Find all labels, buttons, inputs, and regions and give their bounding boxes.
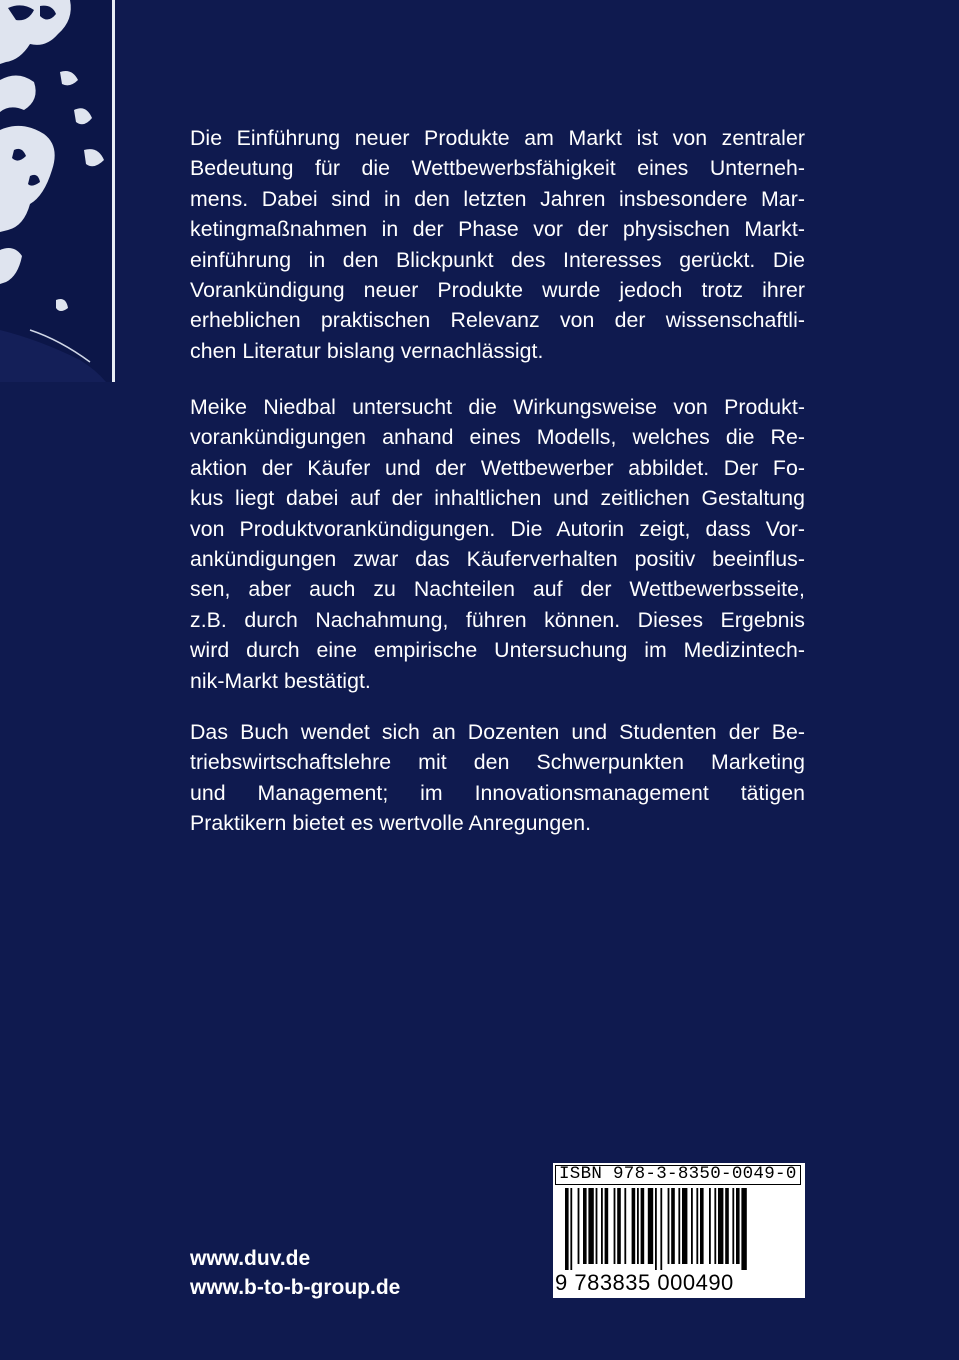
barcode-bar bbox=[732, 1188, 734, 1264]
globe-graphic bbox=[0, 0, 115, 382]
paragraph-author bbox=[190, 392, 805, 696]
barcode-bar bbox=[660, 1188, 662, 1270]
barcode-bar bbox=[570, 1188, 572, 1270]
barcode-bar bbox=[700, 1188, 704, 1264]
text-line: wird durch eine empirische Untersuchung im Medizintech- bbox=[190, 638, 805, 663]
url-b-to-b-group: www.b-to-b-group.de bbox=[190, 1276, 401, 1299]
barcode-bar bbox=[736, 1188, 740, 1264]
barcode-bar bbox=[741, 1188, 746, 1270]
text-line: kus liegt dabei auf der inhaltlichen und zeitlichen Gestaltung bbox=[190, 486, 805, 511]
isbn-label: ISBN 978-3-8350-0049-0 bbox=[559, 1164, 797, 1184]
barcode-bar bbox=[648, 1188, 653, 1264]
barcode-bar bbox=[682, 1188, 687, 1264]
text-line: sen, aber auch zu Nachteilen auf der Wettbewerbsseite, bbox=[190, 577, 805, 602]
text-line: Praktikern bietet es wertvolle Anregungen. bbox=[190, 811, 592, 836]
text-line: vorankündigungen anhand eines Modells, welches die Re- bbox=[190, 425, 805, 450]
text-line: mens. Dabei sind in den letzten Jahren insbesondere Mar- bbox=[190, 186, 805, 211]
barcode-bar bbox=[668, 1188, 670, 1264]
paragraph-audience bbox=[190, 717, 805, 839]
text-line: erheblichen praktischen Relevanz von der wissenschaftli- bbox=[190, 308, 805, 333]
globe-illustration bbox=[0, 0, 115, 382]
text-line: ankündigungen zwar das Käuferverhalten positiv beeinflus- bbox=[190, 547, 805, 572]
barcode-bar bbox=[641, 1188, 645, 1264]
barcode-bar bbox=[637, 1188, 639, 1264]
url-duv: www.duv.de bbox=[190, 1247, 311, 1270]
text-line: und Management; im Innovationsmanagement tätigen bbox=[190, 780, 805, 805]
barcode-bar bbox=[578, 1188, 580, 1264]
barcode-bar bbox=[588, 1188, 593, 1264]
barcode-bar bbox=[714, 1188, 716, 1264]
barcode-bar bbox=[718, 1188, 723, 1264]
barcode-bar bbox=[624, 1188, 626, 1264]
barcode-bar bbox=[696, 1188, 698, 1264]
barcode-bar bbox=[583, 1188, 587, 1264]
barcode-bar bbox=[709, 1188, 711, 1264]
text-line: Das Buch wendet sich an Dozenten und Studenten der Be- bbox=[190, 720, 805, 744]
publisher-urls bbox=[190, 1244, 400, 1302]
barcode-bar bbox=[605, 1188, 609, 1264]
paragraph-intro bbox=[190, 123, 805, 366]
barcode-bars bbox=[565, 1188, 791, 1270]
barcode-bar bbox=[725, 1188, 729, 1264]
barcode-bar bbox=[671, 1188, 675, 1264]
barcode-bar bbox=[632, 1188, 636, 1264]
barcode-bar bbox=[565, 1188, 569, 1270]
barcode-bar bbox=[614, 1188, 616, 1264]
text-line: Die Einführung neuer Produkte am Markt ist von zentraler bbox=[190, 126, 805, 150]
barcode-bar bbox=[691, 1188, 693, 1264]
barcode-bar bbox=[678, 1188, 680, 1264]
barcode-bar bbox=[617, 1188, 621, 1264]
text-line: Vorankündigung neuer Produkte wurde jedoch trotz ihrer bbox=[190, 278, 805, 303]
text-line: Meike Niedbal untersucht die Wirkungsweise von Produkt- bbox=[190, 395, 805, 419]
text-line: einführung in den Blickpunkt des Interesses gerückt. Die bbox=[190, 247, 805, 272]
isbn-barcode bbox=[553, 1163, 805, 1298]
text-line: triebswirtschaftslehre mit den Schwerpunkten Marketing bbox=[190, 750, 805, 775]
text-line: nik-Markt bestätigt. bbox=[190, 668, 371, 693]
barcode-bar bbox=[596, 1188, 598, 1264]
barcode-bar bbox=[655, 1188, 657, 1270]
globe-frame-edge bbox=[112, 0, 115, 382]
barcode-bar bbox=[601, 1188, 603, 1264]
ean-number: 9 783835 000490 bbox=[555, 1270, 734, 1295]
text-line: ketingmaßnahmen in der Phase vor der physischen Markt- bbox=[190, 217, 805, 242]
text-line: chen Literatur bislang vernachlässigt. bbox=[190, 338, 544, 363]
text-line: aktion der Käufer und der Wettbewerber abbildet. Der Fo- bbox=[190, 455, 805, 480]
text-line: Bedeutung für die Wettbewerbsfähigkeit eines Unterneh- bbox=[190, 156, 805, 181]
text-line: von Produktvorankündigungen. Die Autorin zeigt, dass Vor- bbox=[190, 516, 805, 541]
text-line: z.B. durch Nachahmung, führen können. Dieses Ergebnis bbox=[190, 607, 805, 632]
